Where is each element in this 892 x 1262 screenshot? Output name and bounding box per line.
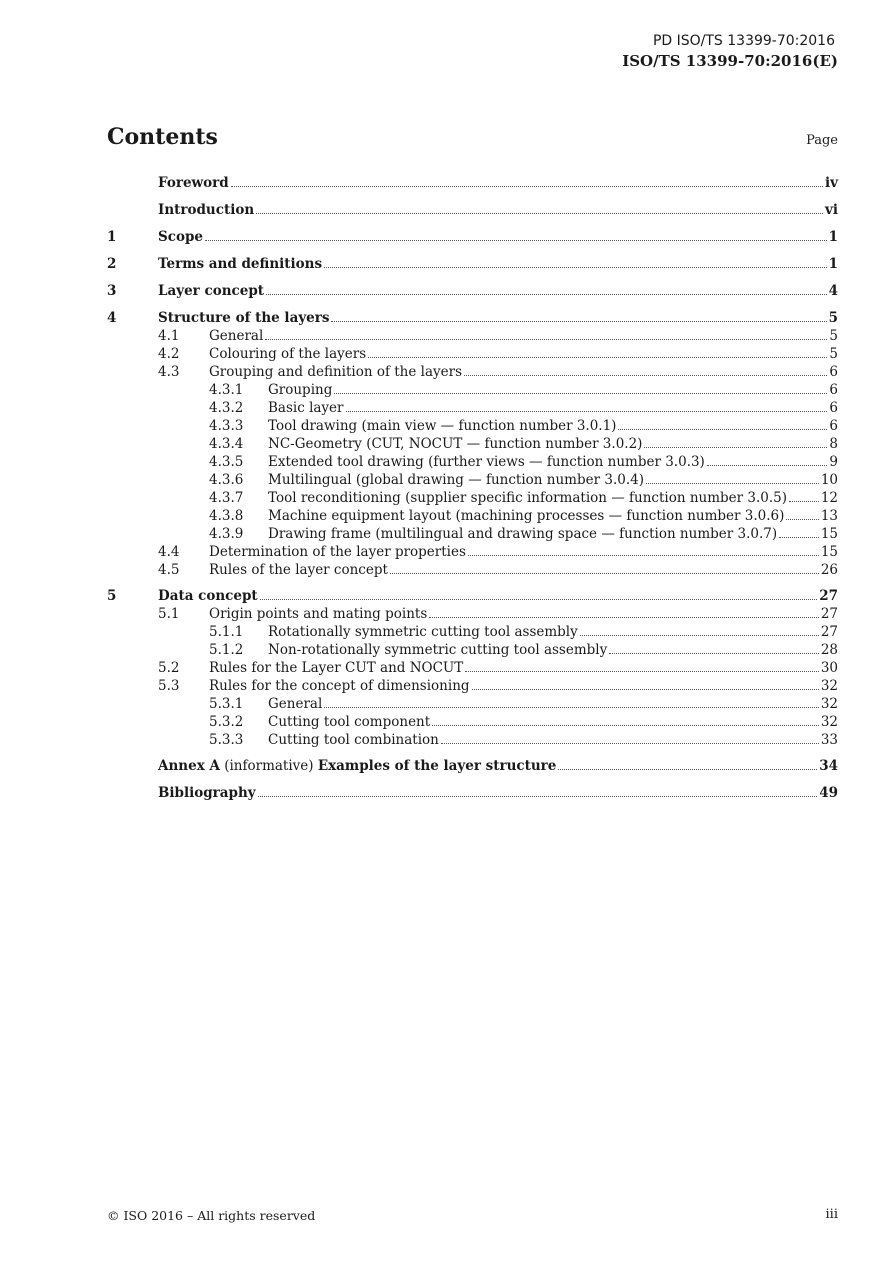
toc-entry[interactable] xyxy=(107,327,838,345)
toc-entry-page: 6 xyxy=(829,418,838,434)
toc-entry[interactable] xyxy=(107,417,838,435)
toc-entry-title: Cutting tool combination xyxy=(268,732,439,748)
toc-entry-title: Colouring of the layers xyxy=(209,346,367,362)
toc-entry[interactable] xyxy=(107,381,838,399)
dot-leader xyxy=(205,240,827,241)
toc-entry-title: General xyxy=(268,696,323,712)
table-of-contents xyxy=(107,174,838,802)
toc-entry-page: 27 xyxy=(820,606,838,622)
toc-entry-title: Rules for the Layer CUT and NOCUT xyxy=(209,660,464,676)
dot-leader xyxy=(618,429,827,430)
toc-entry-page: 5 xyxy=(829,346,838,362)
toc-entry-page: 28 xyxy=(820,642,838,658)
toc-entry-number: 4.3.8 xyxy=(209,508,244,524)
toc-entry-page: 33 xyxy=(820,732,838,748)
toc-entry-page: 6 xyxy=(829,382,838,398)
toc-entry[interactable] xyxy=(107,471,838,489)
toc-entry-number: 5.1 xyxy=(158,606,180,622)
toc-entry-page: 26 xyxy=(820,562,838,578)
toc-entry-page: 6 xyxy=(829,364,838,380)
toc-entry-title: Tool reconditioning (supplier specific information — function number 3.0.5) xyxy=(268,490,788,506)
toc-entry-page: 5 xyxy=(828,310,838,326)
toc-entry-title: Scope xyxy=(158,229,204,245)
toc-entry-title: Layer concept xyxy=(158,283,265,299)
toc-entry-page: 9 xyxy=(829,454,838,470)
toc-entry-title: Basic layer xyxy=(268,400,344,416)
toc-entry[interactable] xyxy=(107,201,838,219)
toc-entry-title: Tool drawing (main view — function number 3.0.1) xyxy=(268,418,617,434)
toc-entry[interactable] xyxy=(107,363,838,381)
toc-entry-title: Determination of the layer properties xyxy=(209,544,466,560)
toc-entry-number: 5 xyxy=(107,588,117,604)
dot-leader xyxy=(260,599,818,600)
toc-entry-page: 30 xyxy=(820,660,838,676)
toc-entry-number: 5.3 xyxy=(158,678,180,694)
page-number: iii xyxy=(825,1207,838,1222)
toc-entry[interactable] xyxy=(107,561,838,579)
annex-label: Annex A xyxy=(158,758,220,774)
dot-leader xyxy=(464,375,827,376)
toc-entry[interactable] xyxy=(107,309,838,327)
dot-leader xyxy=(465,671,819,672)
toc-entry-title: Data concept xyxy=(158,588,258,604)
toc-entry-title: Introduction xyxy=(158,202,255,218)
toc-entry-title: Grouping xyxy=(268,382,333,398)
toc-entry-page: 6 xyxy=(829,400,838,416)
dot-leader xyxy=(779,537,819,538)
toc-entry[interactable] xyxy=(107,435,838,453)
toc-entry-number: 4.3.5 xyxy=(209,454,244,470)
dot-leader xyxy=(789,501,819,502)
toc-entry[interactable] xyxy=(107,605,838,623)
toc-entry-number: 5.1.1 xyxy=(209,624,244,640)
toc-entry-title: Rules for the concept of dimensioning xyxy=(209,678,470,694)
toc-entry[interactable] xyxy=(107,345,838,363)
dot-leader xyxy=(429,617,819,618)
toc-entry-title: Grouping and definition of the layers xyxy=(209,364,463,380)
toc-entry-page: 34 xyxy=(819,758,838,774)
dot-leader xyxy=(334,393,827,394)
toc-entry-title: Machine equipment layout (machining processes — function number 3.0.6) xyxy=(268,508,785,524)
dot-leader xyxy=(231,186,823,187)
toc-entry-title: Bibliography xyxy=(158,785,256,801)
toc-entry[interactable] xyxy=(107,174,838,192)
toc-entry[interactable] xyxy=(107,255,838,273)
dot-leader xyxy=(468,555,819,556)
toc-entry-number: 4.3.7 xyxy=(209,490,244,506)
toc-entry[interactable] xyxy=(107,228,838,246)
toc-entry-page: 32 xyxy=(820,678,838,694)
toc-entry[interactable] xyxy=(107,641,838,659)
toc-entry-page: 49 xyxy=(819,785,838,801)
toc-entry-title: NC-Geometry (CUT, NOCUT — function number 3.0.2) xyxy=(268,436,643,452)
toc-entry-title: Rotationally symmetric cutting tool assembly xyxy=(268,624,578,640)
toc-entry-page: 10 xyxy=(820,472,838,488)
toc-entry-title: Terms and definitions xyxy=(158,256,323,272)
toc-entry-number: 4.4 xyxy=(158,544,180,560)
dot-leader xyxy=(646,483,819,484)
toc-entry-title: Non-rotationally symmetric cutting tool assembly xyxy=(268,642,608,658)
copyright-notice: © ISO 2016 – All rights reserved xyxy=(107,1208,316,1223)
dot-leader xyxy=(472,689,819,690)
dot-leader xyxy=(256,213,823,214)
toc-entry-page: 5 xyxy=(829,328,838,344)
toc-entry-page: 8 xyxy=(829,436,838,452)
dot-leader xyxy=(558,769,817,770)
toc-entry[interactable] xyxy=(107,489,838,507)
dot-leader xyxy=(265,339,827,340)
dot-leader xyxy=(324,707,819,708)
toc-entry-page: 27 xyxy=(819,588,838,604)
toc-entry-page: 32 xyxy=(820,696,838,712)
toc-entry-title: Foreword xyxy=(158,175,229,191)
dot-leader xyxy=(644,447,827,448)
annex-title: Examples of the layer structure xyxy=(317,758,557,774)
document-reference-pd: PD ISO/TS 13399-70:2016 xyxy=(652,33,835,49)
toc-entry-title: Multilingual (global drawing — function number 3.0.4) xyxy=(268,472,644,488)
toc-entry-number: 3 xyxy=(107,283,117,299)
toc-entry-number: 4.1 xyxy=(158,328,180,344)
document-reference-iso: ISO/TS 13399-70:2016(E) xyxy=(622,52,838,70)
toc-entry-number: 4.3.3 xyxy=(209,418,244,434)
toc-entry-page: 15 xyxy=(820,526,838,542)
dot-leader xyxy=(707,465,828,466)
toc-entry-number: 4.3.4 xyxy=(209,436,244,452)
toc-entry-title: Rules of the layer concept xyxy=(209,562,388,578)
toc-entry[interactable] xyxy=(107,453,838,471)
toc-entry-title: Structure of the layers xyxy=(158,310,330,326)
dot-leader xyxy=(441,743,819,744)
toc-entry-page: 1 xyxy=(828,256,838,272)
toc-entry-page: iv xyxy=(825,175,838,191)
toc-entry-number: 4.3.6 xyxy=(209,472,244,488)
toc-entry-number: 1 xyxy=(107,229,117,245)
dot-leader xyxy=(390,573,819,574)
toc-entry-number: 4.2 xyxy=(158,346,180,362)
toc-entry-page: 13 xyxy=(820,508,838,524)
toc-entry-number: 4.3 xyxy=(158,364,180,380)
page-title: Contents xyxy=(107,124,218,150)
toc-entry[interactable] xyxy=(107,543,838,561)
toc-entry-number: 4 xyxy=(107,310,117,326)
toc-entry[interactable] xyxy=(107,507,838,525)
toc-entry-title xyxy=(158,757,556,775)
dot-leader xyxy=(266,294,827,295)
dot-leader xyxy=(368,357,827,358)
dot-leader xyxy=(432,725,819,726)
dot-leader xyxy=(258,796,818,797)
toc-entry-number: 5.2 xyxy=(158,660,180,676)
toc-entry-number: 2 xyxy=(107,256,117,272)
toc-entry[interactable] xyxy=(107,677,838,695)
toc-entry-page: 1 xyxy=(828,229,838,245)
dot-leader xyxy=(324,267,827,268)
toc-entry[interactable] xyxy=(107,282,838,300)
toc-entry-page: 32 xyxy=(820,714,838,730)
toc-entry[interactable] xyxy=(107,713,838,731)
toc-entry-number: 4.3.1 xyxy=(209,382,244,398)
toc-entry[interactable] xyxy=(107,757,838,775)
page-column-label: Page xyxy=(806,133,838,148)
toc-entry[interactable] xyxy=(107,525,838,543)
toc-entry[interactable] xyxy=(107,659,838,677)
toc-entry[interactable] xyxy=(107,695,838,713)
toc-entry[interactable] xyxy=(107,623,838,641)
toc-entry-page: 27 xyxy=(820,624,838,640)
toc-entry-number: 4.5 xyxy=(158,562,180,578)
toc-entry-title: Extended tool drawing (further views — function number 3.0.3) xyxy=(268,454,705,470)
toc-entry-page: vi xyxy=(825,202,838,218)
toc-entry[interactable] xyxy=(107,399,838,417)
toc-entry-title: General xyxy=(209,328,264,344)
toc-entry[interactable] xyxy=(107,731,838,749)
toc-entry-number: 5.3.2 xyxy=(209,714,244,730)
toc-entry[interactable] xyxy=(107,587,838,605)
toc-entry-number: 5.3.1 xyxy=(209,696,244,712)
dot-leader xyxy=(786,519,818,520)
dot-leader xyxy=(580,635,819,636)
toc-entry-number: 5.1.2 xyxy=(209,642,244,658)
toc-entry-number: 4.3.9 xyxy=(209,526,244,542)
dot-leader xyxy=(346,411,828,412)
toc-entry-page: 12 xyxy=(820,490,838,506)
dot-leader xyxy=(609,653,819,654)
toc-entry-number: 5.3.3 xyxy=(209,732,244,748)
toc-entry-number: 4.3.2 xyxy=(209,400,244,416)
annex-type: (informative) xyxy=(219,758,318,774)
toc-entry-title: Origin points and mating points xyxy=(209,606,428,622)
toc-entry-page: 4 xyxy=(828,283,838,299)
dot-leader xyxy=(331,321,826,322)
toc-entry-title: Drawing frame (multilingual and drawing space — function number 3.0.7) xyxy=(268,526,778,542)
toc-entry-title: Cutting tool component xyxy=(268,714,431,730)
toc-entry-page: 15 xyxy=(820,544,838,560)
toc-entry[interactable] xyxy=(107,784,838,802)
